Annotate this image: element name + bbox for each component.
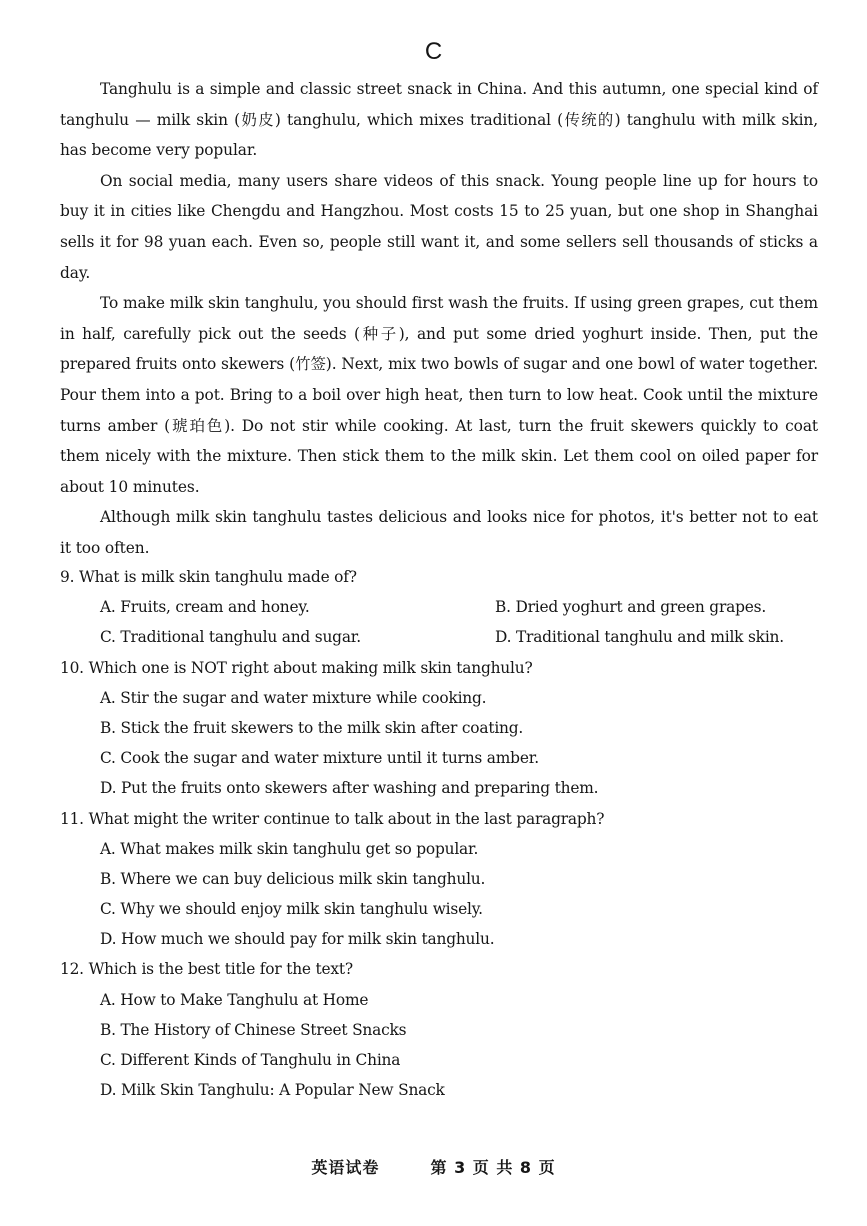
option-d: D. Put the fruits onto skewers after washing and preparing them. — [100, 779, 599, 798]
section-heading: C — [424, 38, 443, 65]
option-b: B. Stick the fruit skewers to the milk skin after coating. — [100, 718, 524, 737]
question-11 — [60, 804, 820, 955]
reading-passage — [60, 74, 818, 564]
option-a: A. Fruits, cream and honey. — [100, 598, 310, 617]
passage-paragraph: Although milk skin tanghulu tastes delicious and looks nice for photos, it's better not to eat it too often. — [60, 508, 818, 557]
option-row — [60, 592, 820, 622]
option-b: B. Dried yoghurt and green grapes. — [495, 598, 767, 617]
question-10 — [60, 653, 820, 804]
option-d: D. How much we should pay for milk skin tanghulu. — [100, 930, 495, 949]
question-stem: 9. What is milk skin tanghulu made of? — [60, 568, 357, 586]
option-c: C. Why we should enjoy milk skin tanghulu wisely. — [100, 900, 483, 919]
option-c: C. Different Kinds of Tanghulu in China — [100, 1051, 401, 1069]
option-a: A. How to Make Tanghulu at Home — [100, 990, 369, 1009]
option-a: A. What makes milk skin tanghulu get so popular. — [100, 839, 479, 858]
passage-paragraph: To make milk skin tanghulu, you should first wash the fruits. If using green grapes, cut them in half, carefully pick out the seeds (种子), and put some dried yoghurt inside. Then, put the prepared fruits onto skewers (竹签). Next, mix two bowls of sugar and one bowl of water together. Pour them into a pot. Bring to a boil over high heat, then turn to low heat. Cook until the mixture turns amber (琥珀色). Do not stir while cooking. At last, turn the fruit skewers quickly to coat them nicely with the mixture. Then stick them to the milk skin. Let them cool on oiled paper for about 10 minutes. — [60, 294, 818, 496]
option-c: C. Traditional tanghulu and sugar. — [100, 628, 361, 647]
option-row — [60, 622, 820, 652]
option-b: B. Where we can buy delicious milk skin tanghulu. — [100, 869, 486, 888]
option-d: D. Milk Skin Tanghulu: A Popular New Snack — [100, 1081, 445, 1100]
question-stem: 12. Which is the best title for the text? — [60, 960, 353, 979]
question-12 — [60, 954, 820, 1105]
option-a: A. Stir the sugar and water mixture while cooking. — [100, 688, 487, 707]
passage-paragraph: Tanghulu is a simple and classic street snack in China. And this autumn, one special kind of tanghulu — milk skin (奶皮) tanghulu, which mixes traditional (传统的) tanghulu with milk skin, has become very popular. — [60, 80, 818, 160]
option-b: B. The History of Chinese Street Snacks — [100, 1020, 407, 1039]
footer-page-number: 第 3 页 共 8 页 — [430, 1158, 556, 1177]
question-stem: 11. What might the writer continue to talk about in the last paragraph? — [60, 809, 605, 828]
page-footer — [0, 1155, 867, 1178]
question-list — [60, 562, 820, 1105]
footer-subject: 英语试卷 — [311, 1158, 380, 1177]
option-c: C. Cook the sugar and water mixture until it turns amber. — [100, 749, 539, 768]
option-d: D. Traditional tanghulu and milk skin. — [495, 628, 784, 647]
passage-paragraph: On social media, many users share videos of this snack. Young people line up for hours to buy it in cities like Chengdu and Hangzhou. Most costs 15 to 25 yuan, but one shop in Shanghai sells it for 98 yuan each. Even so, people still want it, and some sellers sell thousands of sticks a day. — [60, 171, 818, 282]
question-stem: 10. Which one is NOT right about making milk skin tanghulu? — [60, 658, 533, 677]
question-9 — [60, 562, 820, 653]
